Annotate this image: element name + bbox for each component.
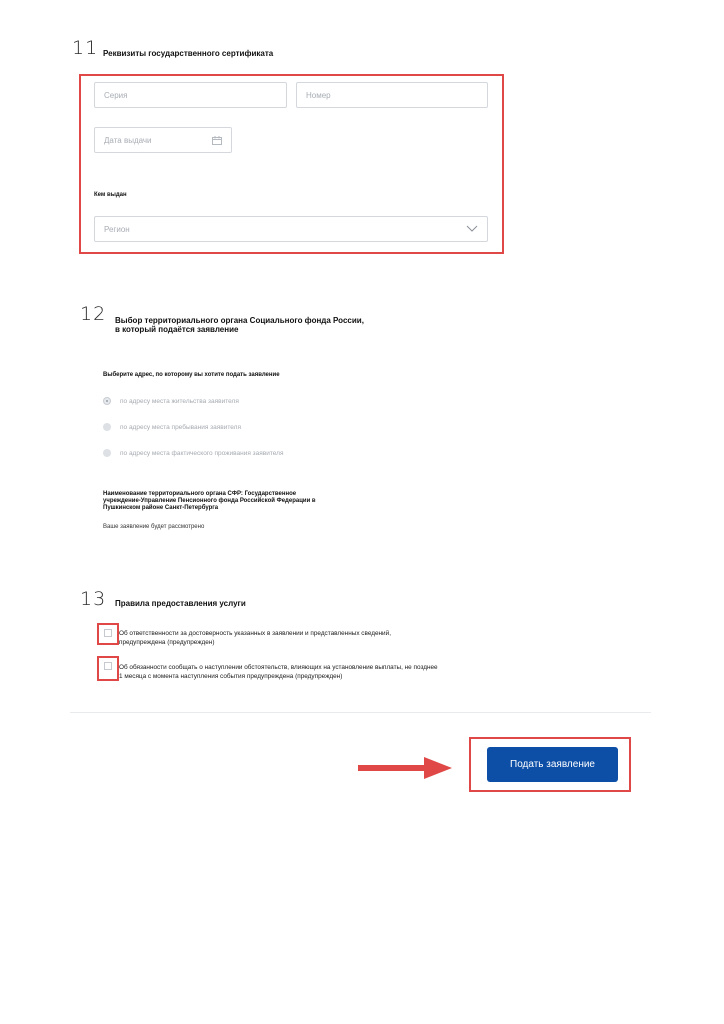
region-placeholder: Регион: [104, 224, 130, 234]
radio-button[interactable]: [103, 423, 111, 431]
radio-option-stay[interactable]: [103, 423, 241, 431]
radio-button[interactable]: [103, 397, 111, 405]
radio-label: по адресу места пребывания заявителя: [120, 423, 241, 431]
org-line-3: Пушкинском районе Санкт-Петербурга: [103, 505, 219, 511]
rule-2-line-1: Об обязанности сообщать о наступлении обстоятельств, влияющих на установление выплаты, не позднее: [119, 664, 438, 671]
radio-label: по адресу места жительства заявителя: [120, 397, 239, 405]
section-13-title: Правила предоставления услуги: [115, 599, 246, 608]
arrow-right-icon: [358, 757, 452, 784]
rule-1-line-2: предупреждена (предупрежден): [119, 639, 215, 646]
chevron-down-icon: [466, 225, 478, 234]
radio-option-actual[interactable]: [103, 449, 283, 457]
step-number-12: 12: [80, 303, 107, 325]
issue-date-placeholder: Дата выдачи: [104, 135, 152, 145]
step-number-13: 13: [80, 588, 107, 610]
rule-1-text: [119, 629, 391, 647]
rule-1-checkbox[interactable]: [104, 629, 112, 637]
issued-by-label: Кем выдан: [94, 192, 127, 198]
calendar-icon[interactable]: [212, 136, 222, 145]
radio-label: по адресу места фактического проживания заявителя: [120, 449, 284, 457]
rule-1-line-1: Об ответственности за достоверность указанных в заявлении и представленных сведений,: [119, 630, 391, 637]
issue-date-input[interactable]: [94, 127, 232, 153]
series-placeholder: Серия: [104, 90, 128, 100]
org-line-1: Наименование территориального органа СФР: Государственное: [103, 491, 297, 497]
series-input[interactable]: [94, 82, 287, 108]
region-select[interactable]: [94, 216, 488, 242]
step-number-11: 11: [72, 37, 99, 59]
choose-address-label: Выберите адрес, по которому вы хотите подать заявление: [103, 372, 280, 378]
rule-2-text: [119, 663, 438, 681]
section-11-title: Реквизиты государственного сертификата: [103, 49, 274, 58]
radio-button[interactable]: [103, 449, 111, 457]
number-input[interactable]: [296, 82, 488, 108]
number-placeholder: Номер: [306, 90, 331, 100]
section-12-title-line2: в который подаётся заявление: [115, 325, 239, 334]
section-12-title-line1: Выбор территориального органа Социального фонда России,: [115, 316, 364, 325]
section-divider: [70, 712, 651, 713]
radio-option-residence[interactable]: [103, 397, 239, 405]
rule-2-line-2: 1 месяца с момента наступления события предупреждена (предупрежден): [119, 673, 343, 680]
territorial-org-name: [103, 491, 316, 512]
org-line-2: учреждение-Управление Пенсионного фонда Российской Федерации в: [103, 498, 316, 504]
rule-2-checkbox[interactable]: [104, 662, 112, 670]
review-note: Ваше заявление будет рассмотрено: [103, 524, 205, 530]
submit-application-button[interactable]: Подать заявление: [487, 747, 618, 782]
